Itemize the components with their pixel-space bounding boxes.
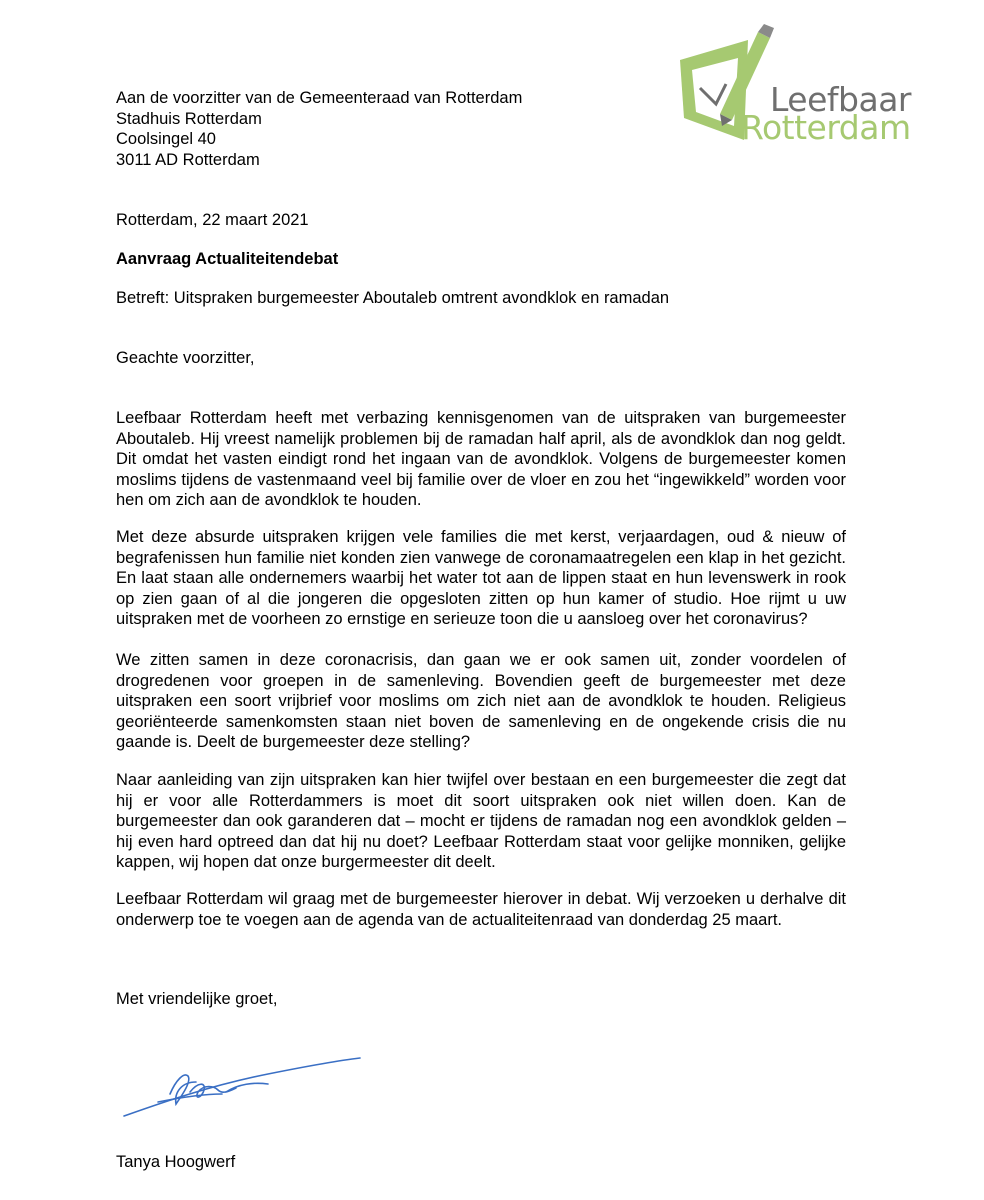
- letter-date: Rotterdam, 22 maart 2021: [116, 211, 309, 229]
- body-paragraph: Leefbaar Rotterdam heeft met verbazing kennisgenomen van de uitspraken van burgemeester Aboutaleb. Hij vreest namelijk problemen bij de ramadan half april, als de avondklok dan nog geldt. Dit omdat het vasten eindigt rond het ingaan van de avondklok. Volgens de burgemeester komen moslims tijdens de vastenmaand veel bij familie over de vloer en zou het “ingewikkeld” worden voor hen om zich aan de avondklok te houden.: [116, 409, 846, 509]
- address-line: Stadhuis Rotterdam: [116, 109, 262, 128]
- recipient-address: [116, 88, 846, 170]
- address-line: 3011 AD Rotterdam: [116, 150, 260, 169]
- signature-image: [118, 1052, 368, 1124]
- handwritten-signature-icon: [124, 1058, 360, 1116]
- body-paragraph: We zitten samen in deze coronacrisis, dan gaan we er ook samen uit, zonder voordelen of drogredenen voor groepen in de samenleving. Bovendien geeft de burgemeester met deze uitspraken een soort vrijbrief voor moslims om zich niet aan de avondklok te houden. Religieus georiënteerde samenkomsten staan niet boven de samenleving en de ongekende crisis die nu gaande is. Deelt de burgemeester deze stelling?: [116, 651, 846, 751]
- logo-text-leefbaar: Leefbaar: [770, 80, 911, 119]
- address-line: Coolsingel 40: [116, 130, 216, 148]
- salutation: Geachte voorzitter,: [116, 349, 255, 367]
- address-line: Aan de voorzitter van de Gemeenteraad van Rotterdam: [116, 89, 523, 107]
- signer-name: Tanya Hoogwerf: [116, 1153, 236, 1171]
- letter-subject: Aanvraag Actualiteitendebat: [116, 250, 339, 268]
- letter-betreft: Betreft: Uitspraken burgemeester Aboutaleb omtrent avondklok en ramadan: [116, 289, 670, 307]
- body-paragraph: Met deze absurde uitspraken krijgen vele families die met kerst, verjaardagen, oud & nieuw of begrafenissen hun familie niet konden zien vanwege de coronamaatregelen een klap in het gezicht. En laat staan alle ondernemers waarbij het water tot aan de lippen staat en hun levenswerk in rook op zien gaan of al die jongeren die opgesloten zitten op hun kamer of studio. Hoe rijmt u uw uitspraken met de voorheen zo ernstige en serieuze toon die u aansloeg over het coronavirus?: [116, 528, 846, 628]
- body-paragraph: Leefbaar Rotterdam wil graag met de burgemeester hierover in debat. Wij verzoeken u derhalve dit onderwerp toe te voegen aan de agenda van de actualiteitenraad van donderdag 25 maart.: [116, 890, 846, 929]
- closing: Met vriendelijke groet,: [116, 990, 278, 1008]
- body-paragraph: Naar aanleiding van zijn uitspraken kan hier twijfel over bestaan en een burgemeester die zegt dat hij er voor alle Rotterdammers is moet dit soort uitspraken ook niet willen doen. Kan de burgemeester dan ook garanderen dat – mocht er tijdens de ramadan nog een avondklok gelden – hij even hard optreed dan dat hij nu doet? Leefbaar Rotterdam staat voor gelijke monniken, gelijke kappen, wij hopen dat onze burgermeester dit deelt.: [116, 771, 846, 871]
- logo-text-rotterdam: Rotterdam: [741, 108, 911, 147]
